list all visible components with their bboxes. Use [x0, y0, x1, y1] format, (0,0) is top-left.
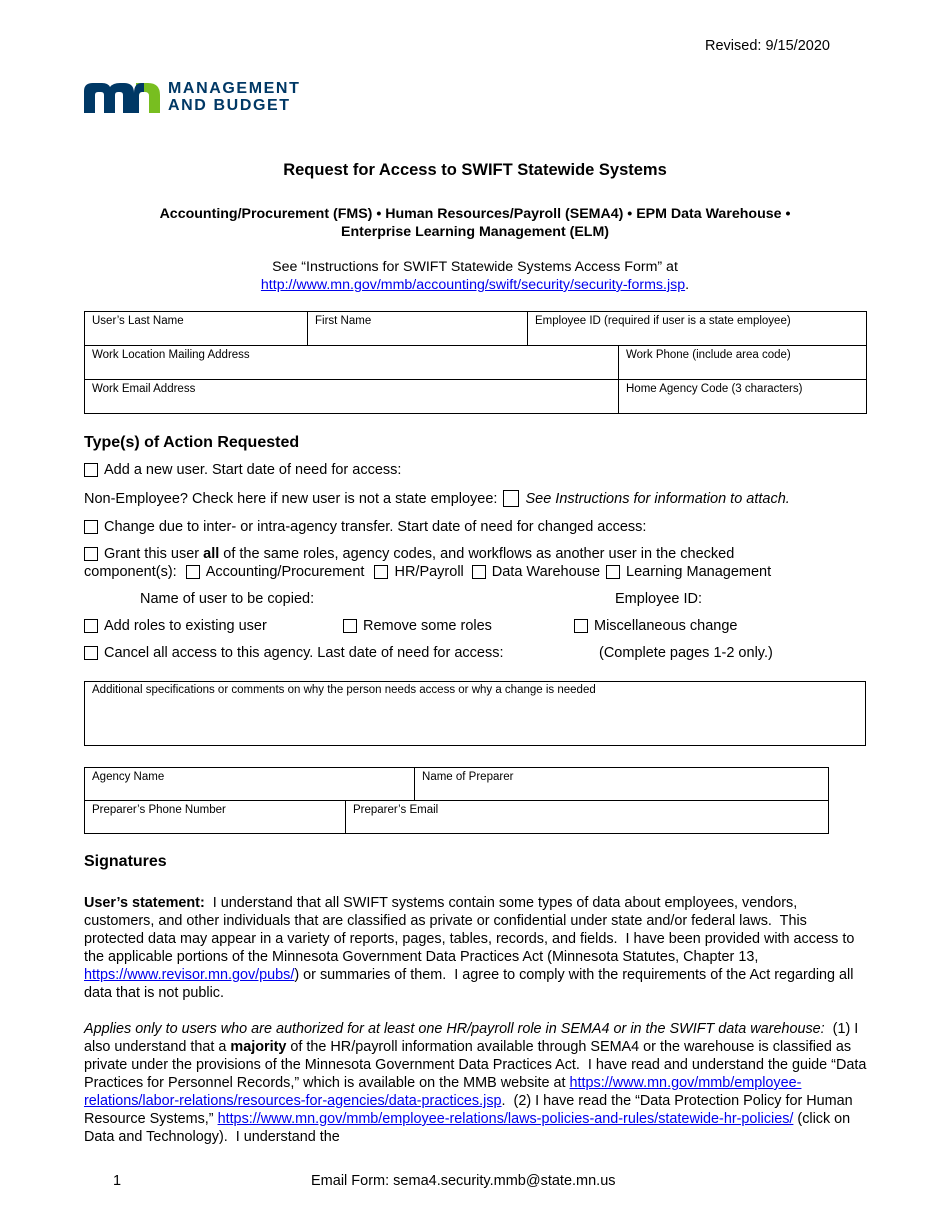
add-roles-row [84, 618, 267, 634]
misc-change-checkbox[interactable] [574, 619, 588, 633]
component-data-warehouse-label: Data Warehouse [491, 564, 601, 580]
component-learning-checkbox[interactable] [606, 565, 620, 579]
grant-label [104, 546, 734, 562]
misc-change-row [574, 618, 737, 634]
components-label: component(s): [84, 564, 177, 580]
subtitle-line-2: Enterprise Learning Management (ELM) [340, 224, 610, 240]
non-employee-note: See Instructions for information to attach. [525, 490, 790, 507]
cancel-access-label: Cancel all access to this agency. Last date of need for access: [104, 645, 504, 661]
user-statement-text-1: I understand that all SWIFT systems contain some types of data about employees, vendors, customers, and other individuals that are classified as private or confidential under state and/or federal laws. This protected data may appear in a variety of reports, pages, tables, records, and fields. I have been provided with access to the applicable portions of the Minnesota Government Data Practices Act (Minnesota Statutes, Chapter 13, [84, 895, 859, 965]
component-learning-label: Learning Management [626, 564, 772, 580]
user-statement-label: User’s statement: [84, 895, 205, 911]
add-roles-label: Add roles to existing user [104, 618, 267, 634]
non-employee-row [84, 490, 790, 507]
actions-heading: Type(s) of Action Requested [84, 434, 300, 451]
last-name-field[interactable]: User’s Last Name [85, 312, 308, 346]
grant-label-bold: all [203, 546, 220, 562]
first-name-field[interactable]: First Name [308, 312, 528, 346]
preparer-table [84, 767, 829, 834]
page-number: 1 [113, 1173, 122, 1189]
component-hr-payroll-checkbox[interactable] [374, 565, 388, 579]
hr-statement-bold: majority [230, 1039, 287, 1055]
work-email-field[interactable]: Work Email Address [85, 380, 619, 414]
non-employee-label: Non-Employee? Check here if new user is not a state employee: [84, 490, 498, 507]
instructions-link[interactable]: http://www.mn.gov/mmb/accounting/swift/security/security-forms.jsp [260, 277, 686, 293]
add-new-user-checkbox[interactable] [84, 463, 98, 477]
grant-label-post: of the same roles, agency codes, and workflows as another user in the checked [219, 546, 735, 562]
revised-date: Revised: 9/15/2020 [705, 38, 830, 54]
instructions-text: See “Instructions for SWIFT Statewide Systems Access Form” at [272, 259, 678, 275]
name-to-copy-label: Name of user to be copied: [140, 591, 315, 607]
component-data-warehouse-checkbox[interactable] [472, 565, 486, 579]
transfer-checkbox[interactable] [84, 520, 98, 534]
page-title: Request for Access to SWIFT Statewide Systems [283, 161, 667, 179]
grant-row [84, 546, 734, 562]
preparer-name-field[interactable]: Name of Preparer [415, 768, 829, 801]
data-practices-link[interactable]: https://www.mn.gov/mmb/employee-relations/labor-relations/resources-for-agencies/data-practices.jsp [84, 1075, 802, 1109]
instructions-note [0, 258, 950, 294]
mn-logo-icon [84, 81, 160, 113]
subtitle-line-1: Accounting/Procurement (FMS) • Human Resources/Payroll (SEMA4) • EPM Data Warehouse • [159, 206, 791, 222]
employee-id-field[interactable]: Employee ID (required if user is a state employee) [528, 312, 867, 346]
home-agency-code-field[interactable]: Home Agency Code (3 characters) [619, 380, 867, 414]
non-employee-checkbox[interactable] [503, 490, 519, 507]
add-new-user-row [84, 462, 401, 478]
user-statement [84, 894, 869, 1002]
component-accounting-label: Accounting/Procurement [205, 564, 365, 580]
grant-all-checkbox[interactable] [84, 547, 98, 561]
hr-statement [84, 1020, 869, 1146]
transfer-label: Change due to inter- or intra-agency transfer. Start date of need for changed access: [104, 519, 647, 535]
revisor-link[interactable]: https://www.revisor.mn.gov/pubs/ [84, 967, 295, 983]
hr-statement-text-3: . (2) I have read the “Data Protection Policy for Human Resource Systems,” [84, 1093, 857, 1127]
add-new-user-label: Add a new user. Start date of need for access: [104, 462, 402, 478]
component-hr-payroll-label: HR/Payroll [394, 564, 464, 580]
transfer-row [84, 519, 646, 535]
cancel-access-checkbox[interactable] [84, 646, 98, 660]
user-statement-text-2: ) or summaries of them. I agree to comply with the requirements of the Act regarding all data that is not public. [84, 967, 858, 1001]
hr-statement-intro: Applies only to users who are authorized for at least one HR/payroll role in SEMA4 or in the SWIFT data warehouse: [84, 1021, 825, 1037]
instructions-period: . [685, 277, 690, 293]
mmb-logo [84, 80, 300, 114]
hr-statement-text-2: of the HR/payroll information available through SEMA4 or the warehouse is classified as private under the provisions of the Minnesota Government Data Practices Act. I have read and understand the guide “Data Practices for Personnel Records,” which is available on the MMB website at [84, 1039, 871, 1091]
logo-line-2: AND BUDGET [168, 97, 291, 114]
component-accounting-checkbox[interactable] [186, 565, 200, 579]
comments-field[interactable]: Additional specifications or comments on why the person needs access or why a change is needed [85, 682, 866, 746]
hr-policies-link[interactable]: https://www.mn.gov/mmb/employee-relations/laws-policies-and-rules/statewide-hr-policies/ [217, 1111, 794, 1127]
hr-statement-text-4: (click on Data and Technology). I understand the [84, 1111, 855, 1145]
cancel-access-row [84, 645, 504, 661]
copy-employee-id-label: Employee ID: [615, 591, 703, 607]
complete-pages-note: (Complete pages 1-2 only.) [599, 645, 773, 661]
agency-name-field[interactable]: Agency Name [85, 768, 415, 801]
logo-text [168, 80, 300, 114]
signatures-heading: Signatures [84, 853, 167, 870]
work-phone-field[interactable]: Work Phone (include area code) [619, 346, 867, 380]
page-subtitle [0, 205, 950, 241]
mailing-address-field[interactable]: Work Location Mailing Address [85, 346, 619, 380]
grant-label-pre: Grant this user [104, 546, 204, 562]
footer-email: Email Form: sema4.security.mmb@state.mn.us [311, 1173, 616, 1189]
add-roles-checkbox[interactable] [84, 619, 98, 633]
remove-roles-label: Remove some roles [363, 618, 492, 634]
preparer-phone-field[interactable]: Preparer’s Phone Number [85, 801, 346, 834]
comments-table [84, 681, 866, 746]
misc-change-label: Miscellaneous change [594, 618, 738, 634]
logo-line-1: MANAGEMENT [168, 80, 301, 97]
remove-roles-row [343, 618, 492, 634]
user-info-table [84, 311, 867, 414]
hr-statement-text-1: (1) I also understand that a [84, 1021, 863, 1055]
components-row [84, 564, 771, 580]
preparer-email-field[interactable]: Preparer’s Email [346, 801, 829, 834]
remove-roles-checkbox[interactable] [343, 619, 357, 633]
